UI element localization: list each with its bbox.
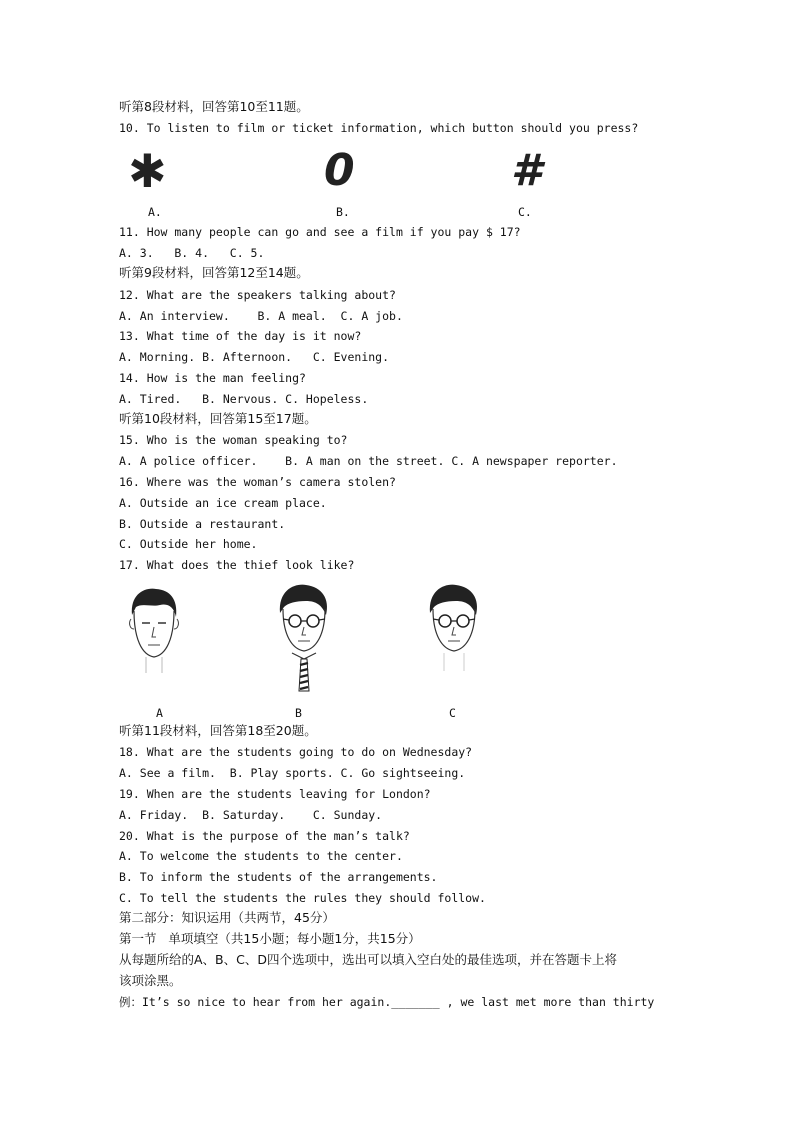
face-b-glasses-tie-image (272, 583, 336, 695)
section-10-instruction: 听第10段材料，回答第15至17题。 (119, 411, 317, 426)
section-8-instruction: 听第8段材料，回答第10至11题。 (119, 99, 309, 114)
question-15: 15. Who is the woman speaking to? (119, 433, 348, 447)
question-12: 12. What are the speakers talking about? (119, 288, 396, 302)
question-20-option-c: C. To tell the students the rules they should follow. (119, 891, 486, 905)
q17-option-c-label: C (449, 706, 456, 720)
section-1-instruction-line-2: 该项涂黑。 (119, 973, 182, 988)
question-16-option-a: A. Outside an ice cream place. (119, 496, 327, 510)
zero-key-icon: 0 (324, 145, 355, 196)
section-11-instruction: 听第11段材料，回答第18至20题。 (119, 723, 317, 738)
question-18: 18. What are the students going to do on Wednesday? (119, 745, 473, 759)
question-20-option-a: A. To welcome the students to the center. (119, 849, 403, 863)
asterisk-key-icon: ✱ (128, 144, 167, 198)
question-18-options: A. See a film. B. Play sports. C. Go sightseeing. (119, 766, 466, 780)
question-19: 19. When are the students leaving for London? (119, 787, 431, 801)
question-14-options: A. Tired. B. Nervous. C. Hopeless. (119, 392, 369, 406)
q10-option-a-label: A. (148, 205, 162, 219)
question-19-options: A. Friday. B. Saturday. C. Sunday. (119, 808, 383, 822)
question-17: 17. What does the thief look like? (119, 558, 355, 572)
question-20-option-b: B. To inform the students of the arrangements. (119, 870, 438, 884)
example-sentence: 例：It’s so nice to hear from her again._______ , we last met more than thirty (119, 995, 655, 1009)
question-14: 14. How is the man feeling? (119, 371, 306, 385)
section-9-instruction: 听第9段材料，回答第12至14题。 (119, 265, 309, 280)
q17-option-a-label: A (156, 706, 163, 720)
section-1-instruction-line-1: 从每题所给的A、B、C、D四个选项中，选出可以填入空白处的最佳选项，并在答题卡上将 (119, 952, 617, 967)
question-20: 20. What is the purpose of the man’s talk? (119, 829, 410, 843)
section-1-heading: 第一节 单项填空（共15小题；每小题1分，共15分） (119, 931, 421, 946)
question-10: 10. To listen to film or ticket information, which button should you press? (119, 121, 639, 135)
question-12-options: A. An interview. B. A meal. C. A job. (119, 309, 403, 323)
face-a-no-glasses-image (124, 585, 184, 680)
hash-key-icon: # (511, 145, 542, 196)
question-16: 16. Where was the woman’s camera stolen? (119, 475, 396, 489)
face-c-glasses-image (422, 583, 484, 678)
q10-option-b-label: B. (336, 205, 350, 219)
question-16-option-b: B. Outside a restaurant. (119, 517, 286, 531)
question-13: 13. What time of the day is it now? (119, 329, 362, 343)
q17-option-b-label: B (295, 706, 302, 720)
question-11: 11. How many people can go and see a film if you pay $ 17? (119, 225, 521, 239)
question-11-options: A. 3. B. 4. C. 5. (119, 246, 265, 260)
question-16-option-c: C. Outside her home. (119, 537, 258, 551)
q10-option-c-label: C. (518, 205, 532, 219)
question-15-options: A. A police officer. B. A man on the street. C. A newspaper reporter. (119, 454, 618, 468)
part-2-heading: 第二部分：知识运用（共两节，45分） (119, 910, 335, 925)
question-13-options: A. Morning. B. Afternoon. C. Evening. (119, 350, 390, 364)
